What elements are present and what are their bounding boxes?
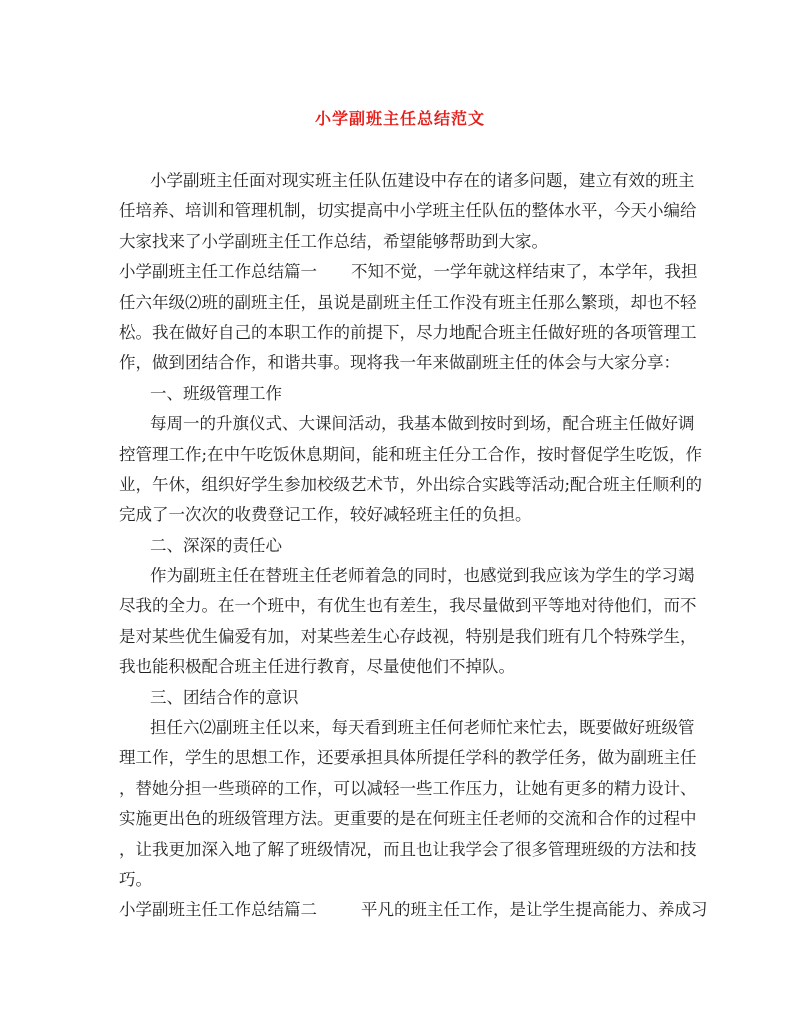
text-line: 担任六⑵副班主任以来，每天看到班主任何老师忙来忙去，既要做好班级管	[150, 718, 695, 738]
text-line: 松。我在做好自己的本职工作的前提下，尽力地配合班主任做好班的各项管理工	[119, 322, 697, 342]
text-line: 控管理工作;在中午吃饭休息期间，能和班主任分工合作，按时督促学生吃饭，作	[119, 444, 703, 464]
text-line: 每周一的升旗仪式、大课间活动，我基本做到按时到场，配合班主任做好调	[150, 414, 695, 434]
text-line: 我也能积极配合班主任进行教育，尽量使他们不掉队。	[119, 657, 515, 677]
text-line: 是对某些优生偏爱有加，对某些差生心存歧视，特别是我们班有几个特殊学生，	[119, 626, 697, 646]
text-line: 完成了一次次的收费登记工作，较好减轻班主任的负担。	[119, 505, 532, 525]
text-line: 任六年级⑵班的副班主任，虽说是副班主任工作没有班主任那么繁琐，却也不轻	[119, 292, 697, 312]
text-line: 小学副班主任面对现实班主任队伍建设中存在的诸多问题，建立有效的班主	[150, 171, 695, 190]
document-title: 小学副班主任总结范文	[314, 109, 485, 128]
section-heading-line	[119, 895, 708, 925]
text-line: 大家找来了小学副班主任工作总结，希望能够帮助到大家。	[119, 231, 548, 251]
subheading: 三、团结合作的意识	[150, 687, 299, 707]
text-line: 作为副班主任在替班主任老师着急的同时，也感觉到我应该为学生的学习竭	[150, 566, 695, 586]
text-line: 实施更出色的班级管理方法。更重要的是在何班主任老师的交流和合作的过程中	[119, 809, 697, 829]
text-line: ，让我更加深入地了解了班级情况，而且也让我学会了很多管理班级的方法和技	[119, 839, 697, 859]
section-heading: 小学副班主任工作总结篇一	[119, 262, 317, 282]
text-line: 任培养、培训和管理机制，切实提高中小学班主任队伍的整体水平，今天小编给	[119, 201, 697, 221]
text-line: 业，午休，组织好学生参加校级艺术节，外出综合实践等活动;配合班主任顺利的	[119, 474, 703, 494]
subheading: 一、班级管理工作	[150, 383, 282, 403]
section-heading: 小学副班主任工作总结篇二	[119, 900, 317, 920]
text-line: 尽我的全力。在一个班中，有优生也有差生，我尽量做到平等地对待他们，而不	[119, 596, 697, 616]
text-line: 巧。	[119, 869, 152, 889]
subheading: 二、深深的责任心	[150, 535, 282, 555]
text-line: 理工作，学生的思想工作，还要承担具体所提任学科的教学任务，做为副班主任	[119, 748, 697, 768]
text-segment: 平凡的班主任工作，是让学生提高能力、养成习	[361, 900, 708, 920]
text-line: ，替她分担一些琐碎的工作，可以减轻一些工作压力，让她有更多的精力设计、	[119, 778, 697, 798]
text-segment: 不知不觉，一学年就这样结束了，本学年，我担	[351, 262, 698, 282]
document-body	[119, 166, 708, 926]
text-line: 作，做到团结合作，和谐共事。现将我一年来做副班主任的体会与大家分享：	[119, 353, 680, 373]
section-heading-line	[119, 257, 698, 287]
